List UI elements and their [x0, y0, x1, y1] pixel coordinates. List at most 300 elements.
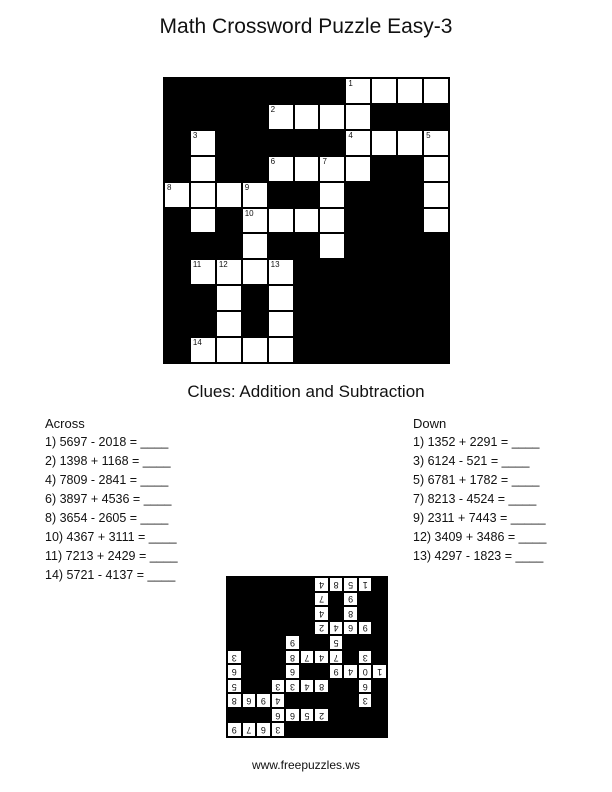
answer-digit: 8	[289, 652, 295, 663]
black-cell	[242, 650, 257, 665]
black-cell	[268, 130, 294, 156]
answer-digit: 7	[304, 652, 310, 663]
answer-key-grid	[226, 576, 388, 738]
black-cell	[371, 233, 397, 259]
down-clue: 7) 8213 - 4524 = ____	[413, 492, 537, 506]
answer-digit: 8	[319, 681, 325, 692]
grid-cell[interactable]	[242, 337, 268, 363]
answer-digit: 6	[246, 696, 252, 707]
black-cell	[216, 208, 242, 234]
answer-digit: 4	[348, 667, 354, 678]
black-cell	[285, 592, 300, 607]
black-cell	[271, 592, 286, 607]
black-cell	[358, 592, 373, 607]
black-cell	[271, 664, 286, 679]
clue-number: 6	[270, 156, 276, 166]
clue-number: 4	[348, 130, 353, 140]
black-cell	[371, 285, 397, 311]
grid-cell[interactable]	[294, 156, 320, 182]
answer-digit: 2	[319, 623, 325, 634]
black-cell	[271, 650, 286, 665]
black-cell	[227, 592, 242, 607]
black-cell	[319, 78, 345, 104]
black-cell	[300, 664, 315, 679]
across-clue: 1) 5697 - 2018 = ____	[45, 435, 169, 449]
grid-cell[interactable]	[319, 182, 345, 208]
black-cell	[314, 664, 329, 679]
answer-digit: 0	[362, 667, 368, 678]
answer-digit: 9	[231, 725, 237, 736]
black-cell	[358, 722, 373, 737]
grid-cell	[358, 650, 373, 665]
grid-cell[interactable]	[164, 182, 190, 208]
grid-cell[interactable]	[294, 208, 320, 234]
grid-cell	[343, 592, 358, 607]
grid-cell[interactable]	[242, 259, 268, 285]
grid-cell	[285, 708, 300, 723]
clue-number: 11	[192, 260, 202, 270]
black-cell	[329, 592, 344, 607]
down-clue: 9) 2311 + 7443 = _____	[413, 511, 546, 525]
black-cell	[300, 635, 315, 650]
black-cell	[397, 182, 423, 208]
black-cell	[164, 208, 190, 234]
grid-cell	[256, 722, 271, 737]
grid-cell[interactable]	[216, 311, 242, 337]
black-cell	[343, 708, 358, 723]
grid-cell	[372, 664, 387, 679]
grid-cell[interactable]	[345, 78, 371, 104]
black-cell	[314, 635, 329, 650]
black-cell	[300, 577, 315, 592]
black-cell	[397, 259, 423, 285]
black-cell	[372, 592, 387, 607]
clues-title: Clues: Addition and Subtraction	[187, 382, 425, 401]
black-cell	[300, 592, 315, 607]
answer-digit: 4	[319, 579, 325, 590]
grid-cell	[271, 708, 286, 723]
answer-digit: 7	[246, 725, 252, 736]
answer-digit: 4	[319, 608, 325, 619]
across-clues	[45, 414, 178, 585]
down-clue: 5) 6781 + 1782 = ____	[413, 473, 540, 487]
grid-cell	[271, 679, 286, 694]
black-cell	[227, 635, 242, 650]
grid-cell	[329, 650, 344, 665]
grid-cell[interactable]	[242, 208, 268, 234]
answer-digit: 5	[231, 681, 237, 692]
black-cell	[319, 311, 345, 337]
black-cell	[345, 259, 371, 285]
clue-number: 3	[192, 130, 198, 140]
black-cell	[164, 156, 190, 182]
grid-cell	[314, 650, 329, 665]
black-cell	[190, 78, 216, 104]
black-cell	[397, 208, 423, 234]
across-clue: 2) 1398 + 1168 = ____	[45, 454, 171, 468]
grid-cell[interactable]	[371, 130, 397, 156]
across-clue: 10) 4367 + 3111 = ____	[45, 530, 177, 544]
black-cell	[271, 577, 286, 592]
grid-cell	[285, 664, 300, 679]
grid-cell[interactable]	[319, 104, 345, 130]
grid-cell	[242, 693, 257, 708]
grid-cell	[343, 621, 358, 636]
black-cell	[371, 182, 397, 208]
across-clue: 8) 3654 - 2605 = ____	[45, 511, 169, 525]
black-cell	[294, 337, 320, 363]
black-cell	[294, 311, 320, 337]
grid-cell[interactable]	[319, 156, 345, 182]
answer-digit: 9	[362, 623, 368, 634]
across-clue: 4) 7809 - 2841 = ____	[45, 473, 169, 487]
black-cell	[294, 233, 320, 259]
black-cell	[256, 679, 271, 694]
black-cell	[319, 130, 345, 156]
black-cell	[397, 285, 423, 311]
grid-cell[interactable]	[345, 104, 371, 130]
answer-digit: 8	[333, 579, 339, 590]
answer-digit: 4	[333, 623, 339, 634]
grid-cell[interactable]	[190, 259, 216, 285]
grid-cell[interactable]	[190, 130, 216, 156]
black-cell	[371, 104, 397, 130]
black-cell	[345, 233, 371, 259]
answer-digit: 1	[362, 579, 368, 590]
black-cell	[271, 635, 286, 650]
black-cell	[164, 337, 190, 363]
grid-cell	[314, 606, 329, 621]
black-cell	[242, 577, 257, 592]
grid-cell	[329, 621, 344, 636]
answer-digit: 1	[377, 667, 383, 678]
black-cell	[227, 577, 242, 592]
grid-cell[interactable]	[268, 104, 294, 130]
grid-cell[interactable]	[371, 78, 397, 104]
black-cell	[319, 285, 345, 311]
answer-digit: 4	[319, 652, 325, 663]
black-cell	[256, 664, 271, 679]
answer-digit: 7	[333, 652, 339, 663]
grid-cell	[227, 693, 242, 708]
answer-digit: 2	[319, 710, 325, 721]
grid-cell[interactable]	[423, 130, 449, 156]
black-cell	[164, 259, 190, 285]
black-cell	[271, 606, 286, 621]
grid-cell	[227, 679, 242, 694]
black-cell	[372, 635, 387, 650]
black-cell	[216, 104, 242, 130]
black-cell	[345, 337, 371, 363]
black-cell	[190, 311, 216, 337]
grid-cell[interactable]	[294, 104, 320, 130]
black-cell	[190, 285, 216, 311]
black-cell	[216, 130, 242, 156]
answer-digit: 6	[275, 710, 281, 721]
black-cell	[285, 577, 300, 592]
grid-cell	[285, 679, 300, 694]
grid-cell	[358, 679, 373, 694]
grid-cell[interactable]	[397, 130, 423, 156]
grid-cell[interactable]	[319, 233, 345, 259]
black-cell	[343, 635, 358, 650]
answer-digit: 6	[231, 667, 237, 678]
answer-digit: 3	[231, 652, 237, 663]
grid-cell	[314, 621, 329, 636]
answer-digit: 3	[275, 681, 281, 692]
grid-cell[interactable]	[345, 130, 371, 156]
black-cell	[397, 104, 423, 130]
grid-cell	[242, 722, 257, 737]
grid-cell	[358, 621, 373, 636]
black-cell	[329, 708, 344, 723]
answer-digit: 3	[362, 652, 368, 663]
black-cell	[372, 679, 387, 694]
black-cell	[358, 635, 373, 650]
black-cell	[242, 708, 257, 723]
black-cell	[423, 311, 449, 337]
black-cell	[242, 606, 257, 621]
grid-cell	[256, 693, 271, 708]
answer-digit: 6	[289, 710, 295, 721]
black-cell	[345, 208, 371, 234]
black-cell	[285, 606, 300, 621]
black-cell	[294, 182, 320, 208]
black-cell	[242, 104, 268, 130]
black-cell	[256, 621, 271, 636]
black-cell	[216, 233, 242, 259]
black-cell	[314, 722, 329, 737]
across-clue: 14) 5721 - 4137 = ____	[45, 568, 176, 582]
black-cell	[300, 606, 315, 621]
grid-cell[interactable]	[242, 233, 268, 259]
grid-cell[interactable]	[268, 337, 294, 363]
grid-cell[interactable]	[268, 259, 294, 285]
grid-cell	[271, 722, 286, 737]
answer-digit: 3	[362, 696, 368, 707]
black-cell	[164, 233, 190, 259]
crossword-grid	[163, 77, 450, 364]
down-clue: 13) 4297 - 1823 = ____	[413, 549, 544, 563]
black-cell	[372, 693, 387, 708]
grid-cell[interactable]	[423, 156, 449, 182]
down-clue: 12) 3409 + 3486 = ____	[413, 530, 547, 544]
black-cell	[319, 259, 345, 285]
page-title: Math Crossword Puzzle Easy-3	[159, 15, 453, 38]
black-cell	[294, 259, 320, 285]
black-cell	[343, 693, 358, 708]
clue-number: 14	[192, 338, 202, 348]
black-cell	[268, 233, 294, 259]
black-cell	[216, 156, 242, 182]
grid-cell[interactable]	[268, 311, 294, 337]
black-cell	[256, 635, 271, 650]
grid-cell[interactable]	[216, 182, 242, 208]
answer-digit: 5	[348, 579, 354, 590]
grid-cell[interactable]	[345, 156, 371, 182]
black-cell	[285, 722, 300, 737]
black-cell	[190, 233, 216, 259]
black-cell	[242, 156, 268, 182]
black-cell	[345, 311, 371, 337]
black-cell	[268, 78, 294, 104]
black-cell	[256, 708, 271, 723]
black-cell	[242, 285, 268, 311]
answer-digit: 9	[260, 696, 266, 707]
grid-cell[interactable]	[216, 285, 242, 311]
black-cell	[271, 621, 286, 636]
black-cell	[423, 337, 449, 363]
black-cell	[216, 78, 242, 104]
black-cell	[242, 78, 268, 104]
black-cell	[371, 156, 397, 182]
grid-cell[interactable]	[268, 156, 294, 182]
answer-digit: 5	[304, 710, 310, 721]
answer-digit: 6	[362, 681, 368, 692]
grid-cell	[227, 722, 242, 737]
black-cell	[256, 606, 271, 621]
black-cell	[294, 130, 320, 156]
black-cell	[397, 337, 423, 363]
grid-cell[interactable]	[268, 208, 294, 234]
answer-digit: 6	[260, 725, 266, 736]
black-cell	[329, 606, 344, 621]
clue-number: 5	[426, 130, 431, 140]
black-cell	[227, 606, 242, 621]
black-cell	[329, 693, 344, 708]
black-cell	[300, 722, 315, 737]
clue-number: 12	[218, 260, 228, 270]
clue-number: 10	[244, 208, 254, 218]
black-cell	[300, 693, 315, 708]
black-cell	[256, 650, 271, 665]
grid-cell[interactable]	[190, 156, 216, 182]
answer-digit: 5	[333, 637, 339, 648]
black-cell	[242, 635, 257, 650]
black-cell	[358, 606, 373, 621]
grid-cell[interactable]	[268, 285, 294, 311]
clue-number: 2	[270, 104, 276, 114]
clue-number: 7	[322, 156, 327, 166]
down-clue: 1) 1352 + 2291 = ____	[413, 435, 540, 449]
grid-cell[interactable]	[397, 78, 423, 104]
answer-digit: 4	[304, 681, 310, 692]
black-cell	[329, 679, 344, 694]
black-cell	[423, 233, 449, 259]
across-clue: 11) 7213 + 2429 = ____	[45, 549, 178, 563]
grid-cell	[314, 679, 329, 694]
answer-digit: 3	[289, 681, 295, 692]
answer-digit: 9	[289, 637, 295, 648]
clue-number: 8	[167, 182, 172, 192]
answer-digit: 6	[348, 623, 354, 634]
black-cell	[397, 233, 423, 259]
answer-digit: 6	[289, 667, 295, 678]
clue-number: 9	[244, 182, 250, 192]
grid-cell	[300, 679, 315, 694]
down-heading: Down	[413, 416, 447, 431]
grid-cell[interactable]	[190, 182, 216, 208]
black-cell	[314, 693, 329, 708]
black-cell	[343, 679, 358, 694]
black-cell	[371, 337, 397, 363]
black-cell	[423, 285, 449, 311]
black-cell	[343, 650, 358, 665]
black-cell	[190, 104, 216, 130]
down-clue: 3) 6124 - 521 = ____	[413, 454, 530, 468]
grid-cell	[329, 635, 344, 650]
black-cell	[164, 311, 190, 337]
black-cell	[372, 708, 387, 723]
answer-digit: 7	[319, 594, 325, 605]
grid-cell[interactable]	[190, 337, 216, 363]
answer-digit: 8	[348, 608, 354, 619]
black-cell	[242, 592, 257, 607]
black-cell	[242, 130, 268, 156]
grid-cell	[314, 577, 329, 592]
black-cell	[397, 311, 423, 337]
grid-cell	[358, 664, 373, 679]
black-cell	[372, 606, 387, 621]
black-cell	[343, 722, 358, 737]
grid-cell[interactable]	[319, 208, 345, 234]
grid-cell	[271, 693, 286, 708]
black-cell	[285, 693, 300, 708]
grid-cell	[329, 664, 344, 679]
grid-cell[interactable]	[216, 337, 242, 363]
black-cell	[242, 664, 257, 679]
grid-cell[interactable]	[242, 182, 268, 208]
black-cell	[227, 708, 242, 723]
grid-cell	[343, 577, 358, 592]
grid-cell[interactable]	[190, 208, 216, 234]
black-cell	[372, 650, 387, 665]
answer-digit: 9	[333, 667, 339, 678]
grid-cell	[285, 635, 300, 650]
black-cell	[423, 104, 449, 130]
black-cell	[242, 679, 257, 694]
footer-url: www.freepuzzles.ws	[251, 758, 361, 772]
answer-digit: 8	[231, 696, 237, 707]
down-clues	[413, 414, 546, 566]
black-cell	[371, 208, 397, 234]
black-cell	[164, 285, 190, 311]
black-cell	[294, 285, 320, 311]
black-cell	[345, 285, 371, 311]
black-cell	[372, 722, 387, 737]
grid-cell	[314, 708, 329, 723]
clue-number: 13	[270, 260, 280, 270]
black-cell	[164, 78, 190, 104]
black-cell	[397, 156, 423, 182]
answer-digit: 4	[275, 696, 281, 707]
grid-cell[interactable]	[423, 78, 449, 104]
black-cell	[256, 577, 271, 592]
grid-cell[interactable]	[423, 182, 449, 208]
black-cell	[372, 621, 387, 636]
grid-cell	[314, 592, 329, 607]
answer-digit: 3	[275, 725, 281, 736]
grid-cell	[300, 708, 315, 723]
grid-cell[interactable]	[216, 259, 242, 285]
black-cell	[423, 259, 449, 285]
grid-cell	[358, 693, 373, 708]
grid-cell[interactable]	[423, 208, 449, 234]
black-cell	[345, 182, 371, 208]
black-cell	[371, 259, 397, 285]
clue-number: 1	[348, 79, 353, 88]
answer-digit: 9	[348, 594, 354, 605]
